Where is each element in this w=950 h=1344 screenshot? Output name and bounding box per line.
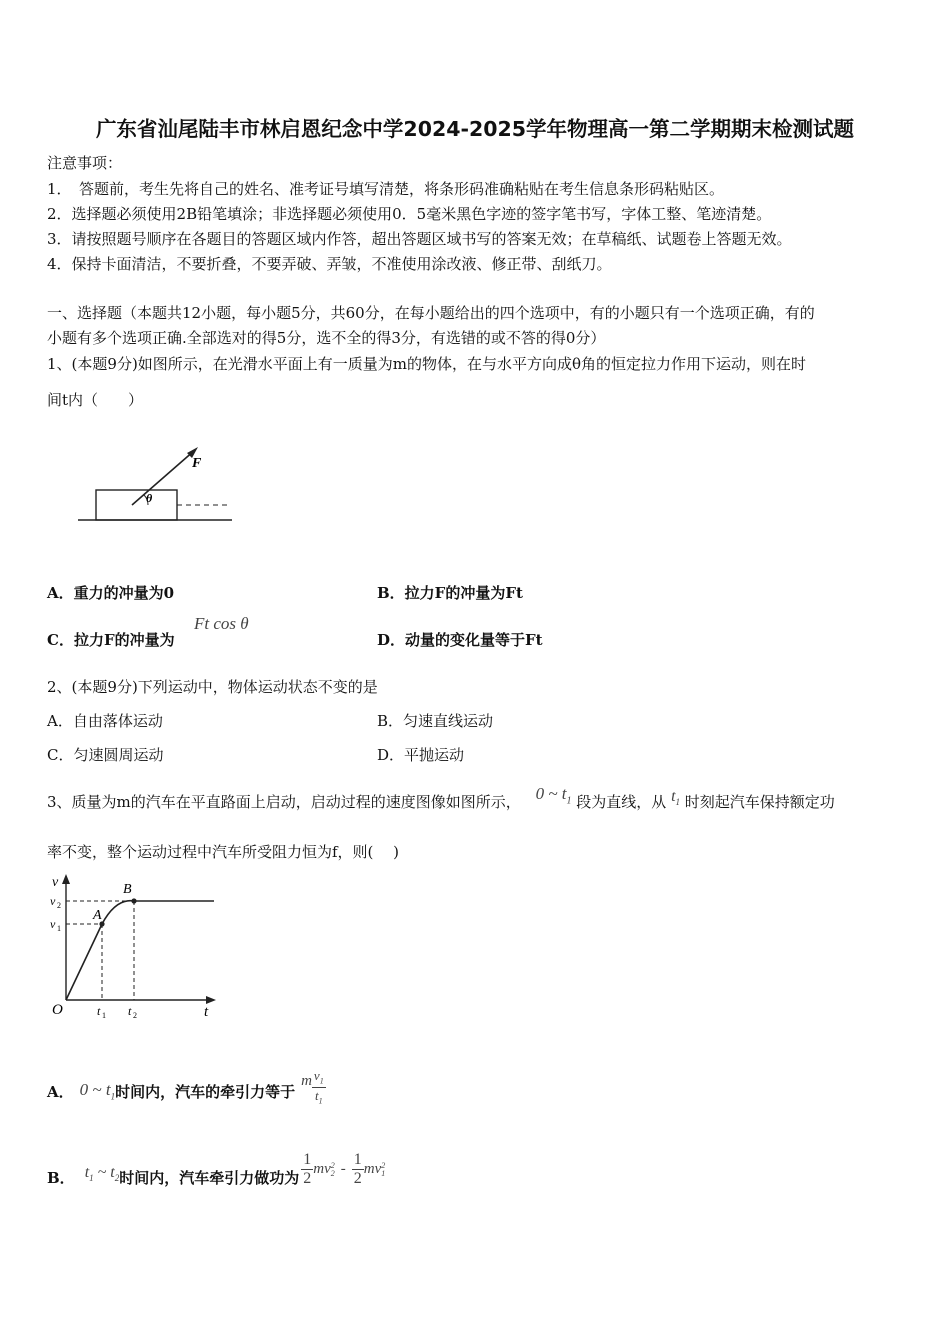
q1-option-c-formula: Ft cos θ xyxy=(194,614,249,633)
t-axis-label: t xyxy=(204,1004,209,1020)
q3-t1-sub: 1 xyxy=(675,797,681,808)
q3-option-a-range-sub: 1 xyxy=(110,1091,116,1102)
q3-velocity-graph xyxy=(44,868,224,1024)
t1-sub: 1 xyxy=(102,1011,106,1020)
q3-option-a-fraction xyxy=(312,1069,326,1105)
q3-option-b-term-1-sup: 2 xyxy=(330,1160,335,1170)
q3-option-b-term-2-sub: 1 xyxy=(381,1168,386,1178)
q3-option-b-range-a-sub: 1 xyxy=(89,1173,94,1184)
q1-force-diagram xyxy=(70,440,240,530)
force-arrow xyxy=(132,450,195,505)
angle-label: θ xyxy=(146,491,153,505)
block xyxy=(96,490,177,520)
q1-stem-cont: 间t内（ ） xyxy=(47,391,144,409)
force-label: F xyxy=(192,456,202,471)
q1-option-d: D．动量的变化量等于Ft xyxy=(377,631,543,649)
q3-stem-part3: 时刻起汽车保持额定功 xyxy=(684,793,835,811)
q3-t1 xyxy=(671,788,681,808)
q3-option-a-m: m xyxy=(301,1072,312,1089)
q3-option-b-half-1-num: 1 xyxy=(303,1151,312,1168)
q3-range xyxy=(535,784,572,807)
q3-range-text: 0 ~ t xyxy=(535,784,567,803)
origin-label: O xyxy=(52,1002,63,1018)
q3-option-a-range-text: 0 ~ t xyxy=(79,1080,111,1100)
q1-option-c: C．拉力F的冲量为 xyxy=(47,631,175,649)
q3-option-b-range-b: t xyxy=(110,1163,115,1181)
q3-option-b-text: 时间内，汽车牵引力做功为 xyxy=(119,1169,300,1187)
q3-option-b-term-2-text: mv xyxy=(363,1161,382,1177)
t2-label: t xyxy=(128,1004,132,1018)
q3-stem xyxy=(47,784,835,814)
q3-option-b-tilde: ~ xyxy=(97,1163,107,1181)
q3-option-a xyxy=(47,1068,326,1109)
linear-segment xyxy=(66,924,102,1000)
v1-sub: 1 xyxy=(57,924,61,933)
q3-option-b-term-1-text: mv xyxy=(313,1161,331,1177)
q3-option-a-text: 时间内，汽车的牵引力等于 xyxy=(115,1082,296,1101)
section-heading-cont: 小题有多个选项正确.全部选对的得5分，选不全的得3分，有选错的或不答的得0分） xyxy=(47,329,606,347)
q3-option-b-range-a: t xyxy=(84,1163,90,1181)
point-a-label: A xyxy=(93,908,102,923)
point-b-label: B xyxy=(123,882,132,897)
notice-item: 2．选择题必须使用2B铅笔填涂；非选择题必须使用0．5毫米黑色字迹的签字笔书写，字体工整、笔迹清楚。 xyxy=(47,205,772,223)
q1-stem: 1、(本题9分)如图所示，在光滑水平面上有一质量为m的物体，在与水平方向成θ角的恒定拉力作用下运动，则在时 xyxy=(47,355,807,373)
q3-option-a-num-sub: 1 xyxy=(319,1076,324,1086)
q3-range-sub: 1 xyxy=(566,795,572,807)
q3-option-b-half-1 xyxy=(301,1152,313,1187)
q2-option-a: A．自由落体运动 xyxy=(47,712,163,730)
q3-option-a-num: v xyxy=(313,1068,320,1083)
q3-option-a-den-sub: 1 xyxy=(318,1096,323,1106)
v-axis-label: v xyxy=(52,875,59,890)
v-axis-arrow-icon xyxy=(62,874,70,884)
notice-item: 4．保持卡面清洁，不要折叠，不要弄破、弄皱，不准使用涂改液、修正带、刮纸刀。 xyxy=(47,255,612,273)
v1-label: v xyxy=(50,917,56,931)
v2-label: v xyxy=(50,894,56,908)
t1-label: t xyxy=(97,1004,101,1018)
q2-stem: 2、(本题9分)下列运动中，物体运动状态不变的是 xyxy=(47,678,378,696)
q3-option-a-range xyxy=(80,1080,115,1101)
q2-option-d: D．平抛运动 xyxy=(377,746,465,764)
q3-option-b-range xyxy=(85,1164,120,1183)
t-axis-arrow-icon xyxy=(206,996,216,1004)
q3-option-b-term-2 xyxy=(364,1161,386,1178)
q1-option-b: B．拉力F的冲量为Ft xyxy=(377,584,523,602)
curve-segment xyxy=(102,901,134,924)
q3-option-b-half-1-den: 2 xyxy=(303,1170,312,1187)
q3-option-b-label: B． xyxy=(47,1169,75,1187)
q3-option-b-half-2-den: 2 xyxy=(353,1170,362,1187)
q2-option-c: C．匀速圆周运动 xyxy=(47,746,164,764)
section-heading: 一、选择题（本题共12小题，每小题5分，共60分，在每小题给出的四个选项中，有的小题只有一个选项正确，有的 xyxy=(47,304,815,322)
q3-option-b-minus: - xyxy=(340,1161,346,1177)
q3-option-b xyxy=(47,1151,386,1195)
q3-stem-part1: 3、质量为m的汽车在平直路面上启动，启动过程的速度图像如图所示， xyxy=(47,793,521,811)
q3-stem-cont: 率不变，整个运动过程中汽车所受阻力恒为f，则( ) xyxy=(47,843,400,861)
q2-option-b: B．匀速直线运动 xyxy=(377,712,494,730)
q1-option-a: A．重力的冲量为0 xyxy=(47,584,175,602)
q3-stem-part2: 段为直线，从 xyxy=(576,793,667,811)
page-title: 广东省汕尾陆丰市林启恩纪念中学2024-2025学年物理高一第二学期期末检测试题 xyxy=(95,117,855,141)
q3-option-b-range-b-sub: 2 xyxy=(114,1173,120,1184)
q3-option-a-label: A． xyxy=(47,1082,74,1101)
q3-option-a-den: t xyxy=(315,1087,319,1103)
q3-option-b-term-1-sub: 2 xyxy=(330,1168,335,1178)
q3-option-b-term-1 xyxy=(313,1161,335,1178)
notice-item: 3．请按照题号顺序在各题目的答题区域内作答，超出答题区域书写的答案无效；在草稿纸、试题卷上答题无效。 xyxy=(47,230,792,248)
q3-option-b-half-2 xyxy=(352,1152,364,1187)
notice-heading: 注意事项： xyxy=(47,154,123,172)
t2-sub: 2 xyxy=(133,1011,137,1020)
point-b xyxy=(131,898,136,903)
q3-option-b-term-2-sup: 2 xyxy=(381,1160,386,1170)
q3-option-b-half-2-num: 1 xyxy=(353,1151,362,1168)
q3-t1-text: t xyxy=(671,788,676,805)
notice-item: 1． 答题前，考生先将自己的姓名、准考证号填写清楚，将条形码准确粘贴在考生信息条形码粘贴区。 xyxy=(47,180,725,198)
v2-sub: 2 xyxy=(57,901,61,910)
